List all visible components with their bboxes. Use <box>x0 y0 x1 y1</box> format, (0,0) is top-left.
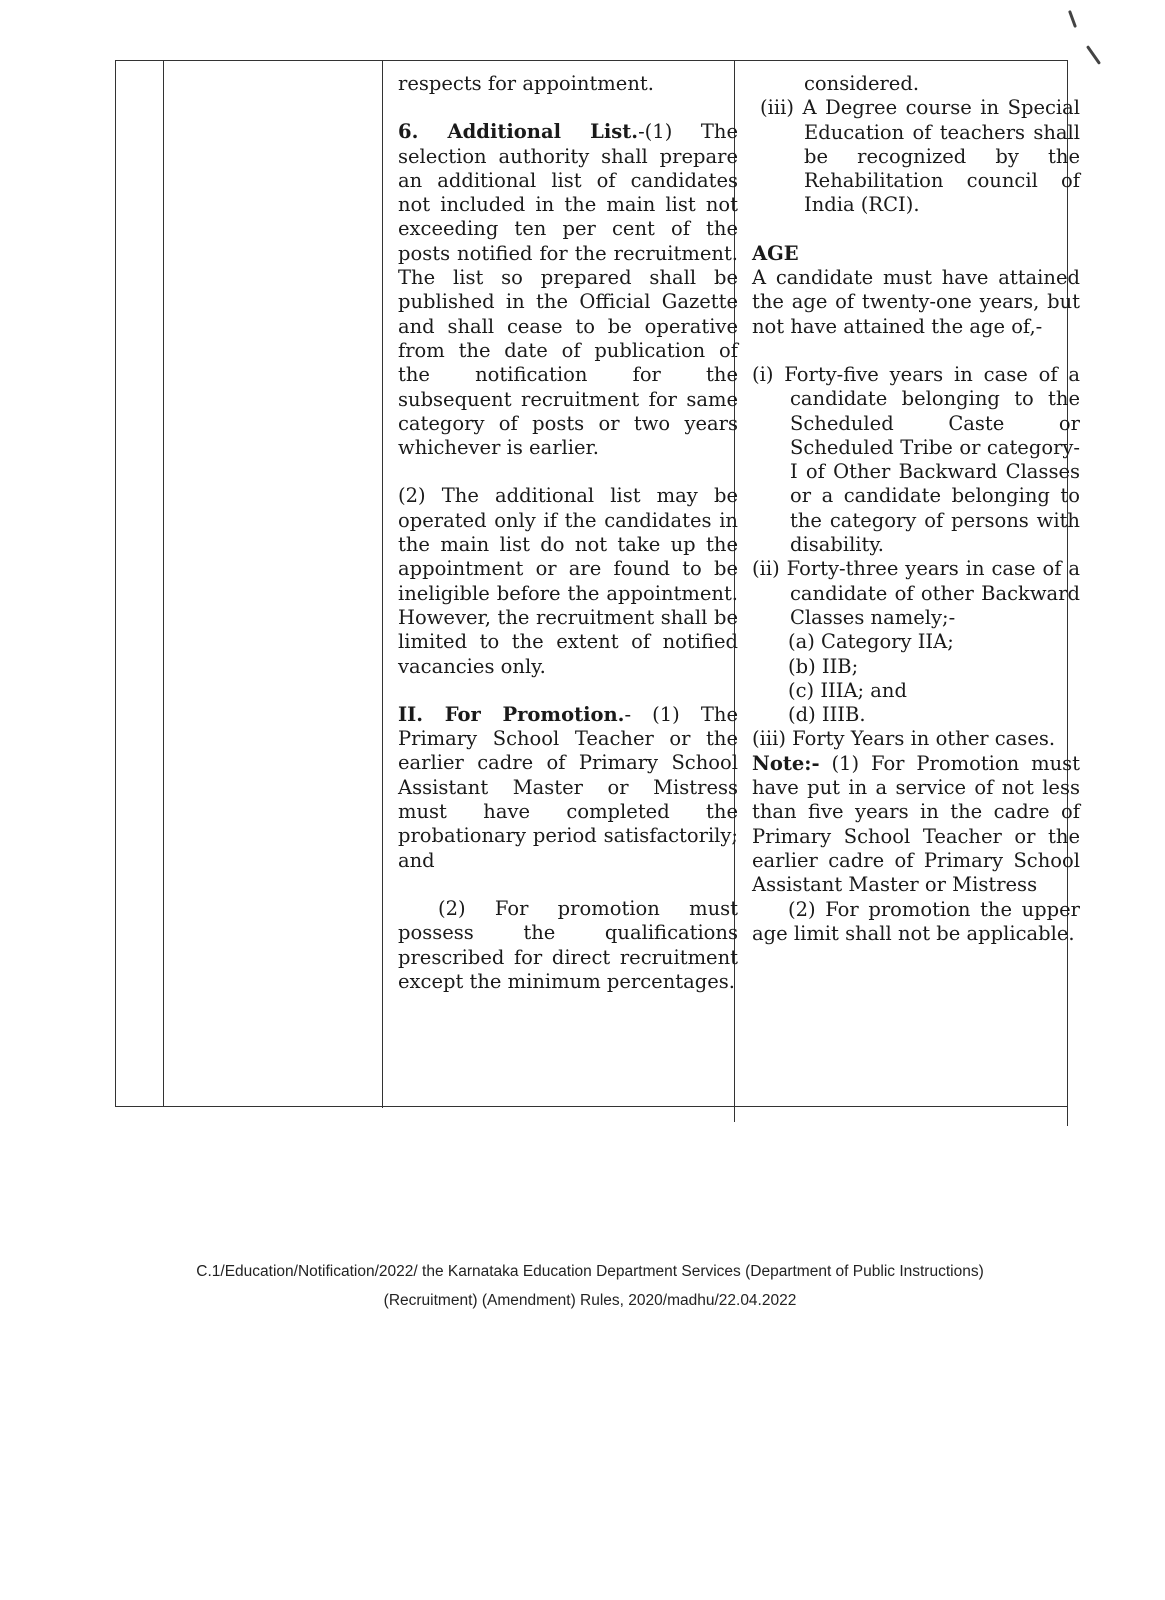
column-divider-1 <box>163 60 164 1106</box>
table-top-border <box>115 60 1068 61</box>
promotion-paragraph <box>398 703 738 873</box>
age-sub-d: (d) IIIB. <box>788 703 866 727</box>
column-divider-2 <box>382 60 383 1108</box>
additional-list-paragraph <box>398 120 738 460</box>
age-item-iii: (iii) Forty Years in other cases. <box>752 727 1056 751</box>
age-sub-a: (a) Category IIA; <box>788 630 954 654</box>
age-heading: AGE <box>752 241 799 265</box>
promotion-body: - (1) The Primary School Teacher or the earlier cadre of Primary School Assistant Master or Mistress must have completed the probationary period satisfactorily; and <box>398 702 739 872</box>
note-body: (1) For Promotion must have put in a service of not less than five years in the cadre of Primary School Teacher or the earlier cadre of Primary School Assistant Master or Mistress <box>752 751 1080 897</box>
additional-list-heading: 6. Additional List. <box>398 120 639 144</box>
scan-mark <box>1086 45 1101 65</box>
age-sub-b: (b) IIB; <box>788 654 859 678</box>
table-left-border <box>115 60 116 1106</box>
footer-line-2: (Recruitment) (Amendment) Rules, 2020/madhu/22.04.2022 <box>383 1292 797 1309</box>
note-label: Note:- <box>752 751 820 775</box>
promotion-heading: II. For Promotion. <box>398 702 625 726</box>
promotion-clause-2: (2) For promotion must possess the qualifications prescribed for direct recruitment except the minimum percentages. <box>398 896 738 993</box>
additional-list-body: -(1) The selection authority shall prepare an additional list of candidates not included in the main list not exceeding ten per cent of the posts notified for the recruitment. The list so prepared shall be published in the Official Gazette and shall cease to be operative from the date of publication of the notification for the subsequent recruitment for same category of posts or two years whichever is earlier. <box>398 120 739 460</box>
age-item-ii: (ii) Forty-three years in case of a candidate of other Backward Classes namely;- <box>752 557 1080 629</box>
age-intro: A candidate must have attained the age of twenty-one years, but not have attained the age of,- <box>752 266 1080 338</box>
additional-list-clause-2: (2) The additional list may be operated only if the candidates in the main list do not take up the appointment or are found to be ineligible before the appointment. However, the recruitment shall be limited to the extent of notified vacancies only. <box>398 484 738 678</box>
note-paragraph <box>752 752 1080 898</box>
table-bottom-border <box>115 1106 1068 1107</box>
age-sub-c: (c) IIIA; and <box>788 678 907 702</box>
scan-mark <box>1068 10 1077 28</box>
note-clause-2: (2) For promotion the upper age limit shall not be applicable. <box>752 897 1080 945</box>
degree-item: (iii) A Degree course in Special Education of teachers shall be recognized by the Rehabilitation council of India (RCI). <box>760 96 1080 217</box>
rules-column-middle <box>398 72 738 994</box>
rules-column-right <box>752 72 1080 946</box>
age-item-i: (i) Forty-five years in case of a candidate belonging to the Scheduled Caste or Scheduled Tribe or category-I of Other Backward Classes or a candidate belonging to the category of persons with disability. <box>752 362 1080 557</box>
carryover-text: respects for appointment. <box>398 72 654 95</box>
carryover-text-right: considered. <box>804 72 920 95</box>
footer-line-1: C.1/Education/Notification/2022/ the Karnataka Education Department Services (Department of Public Instructions) <box>196 1263 984 1280</box>
